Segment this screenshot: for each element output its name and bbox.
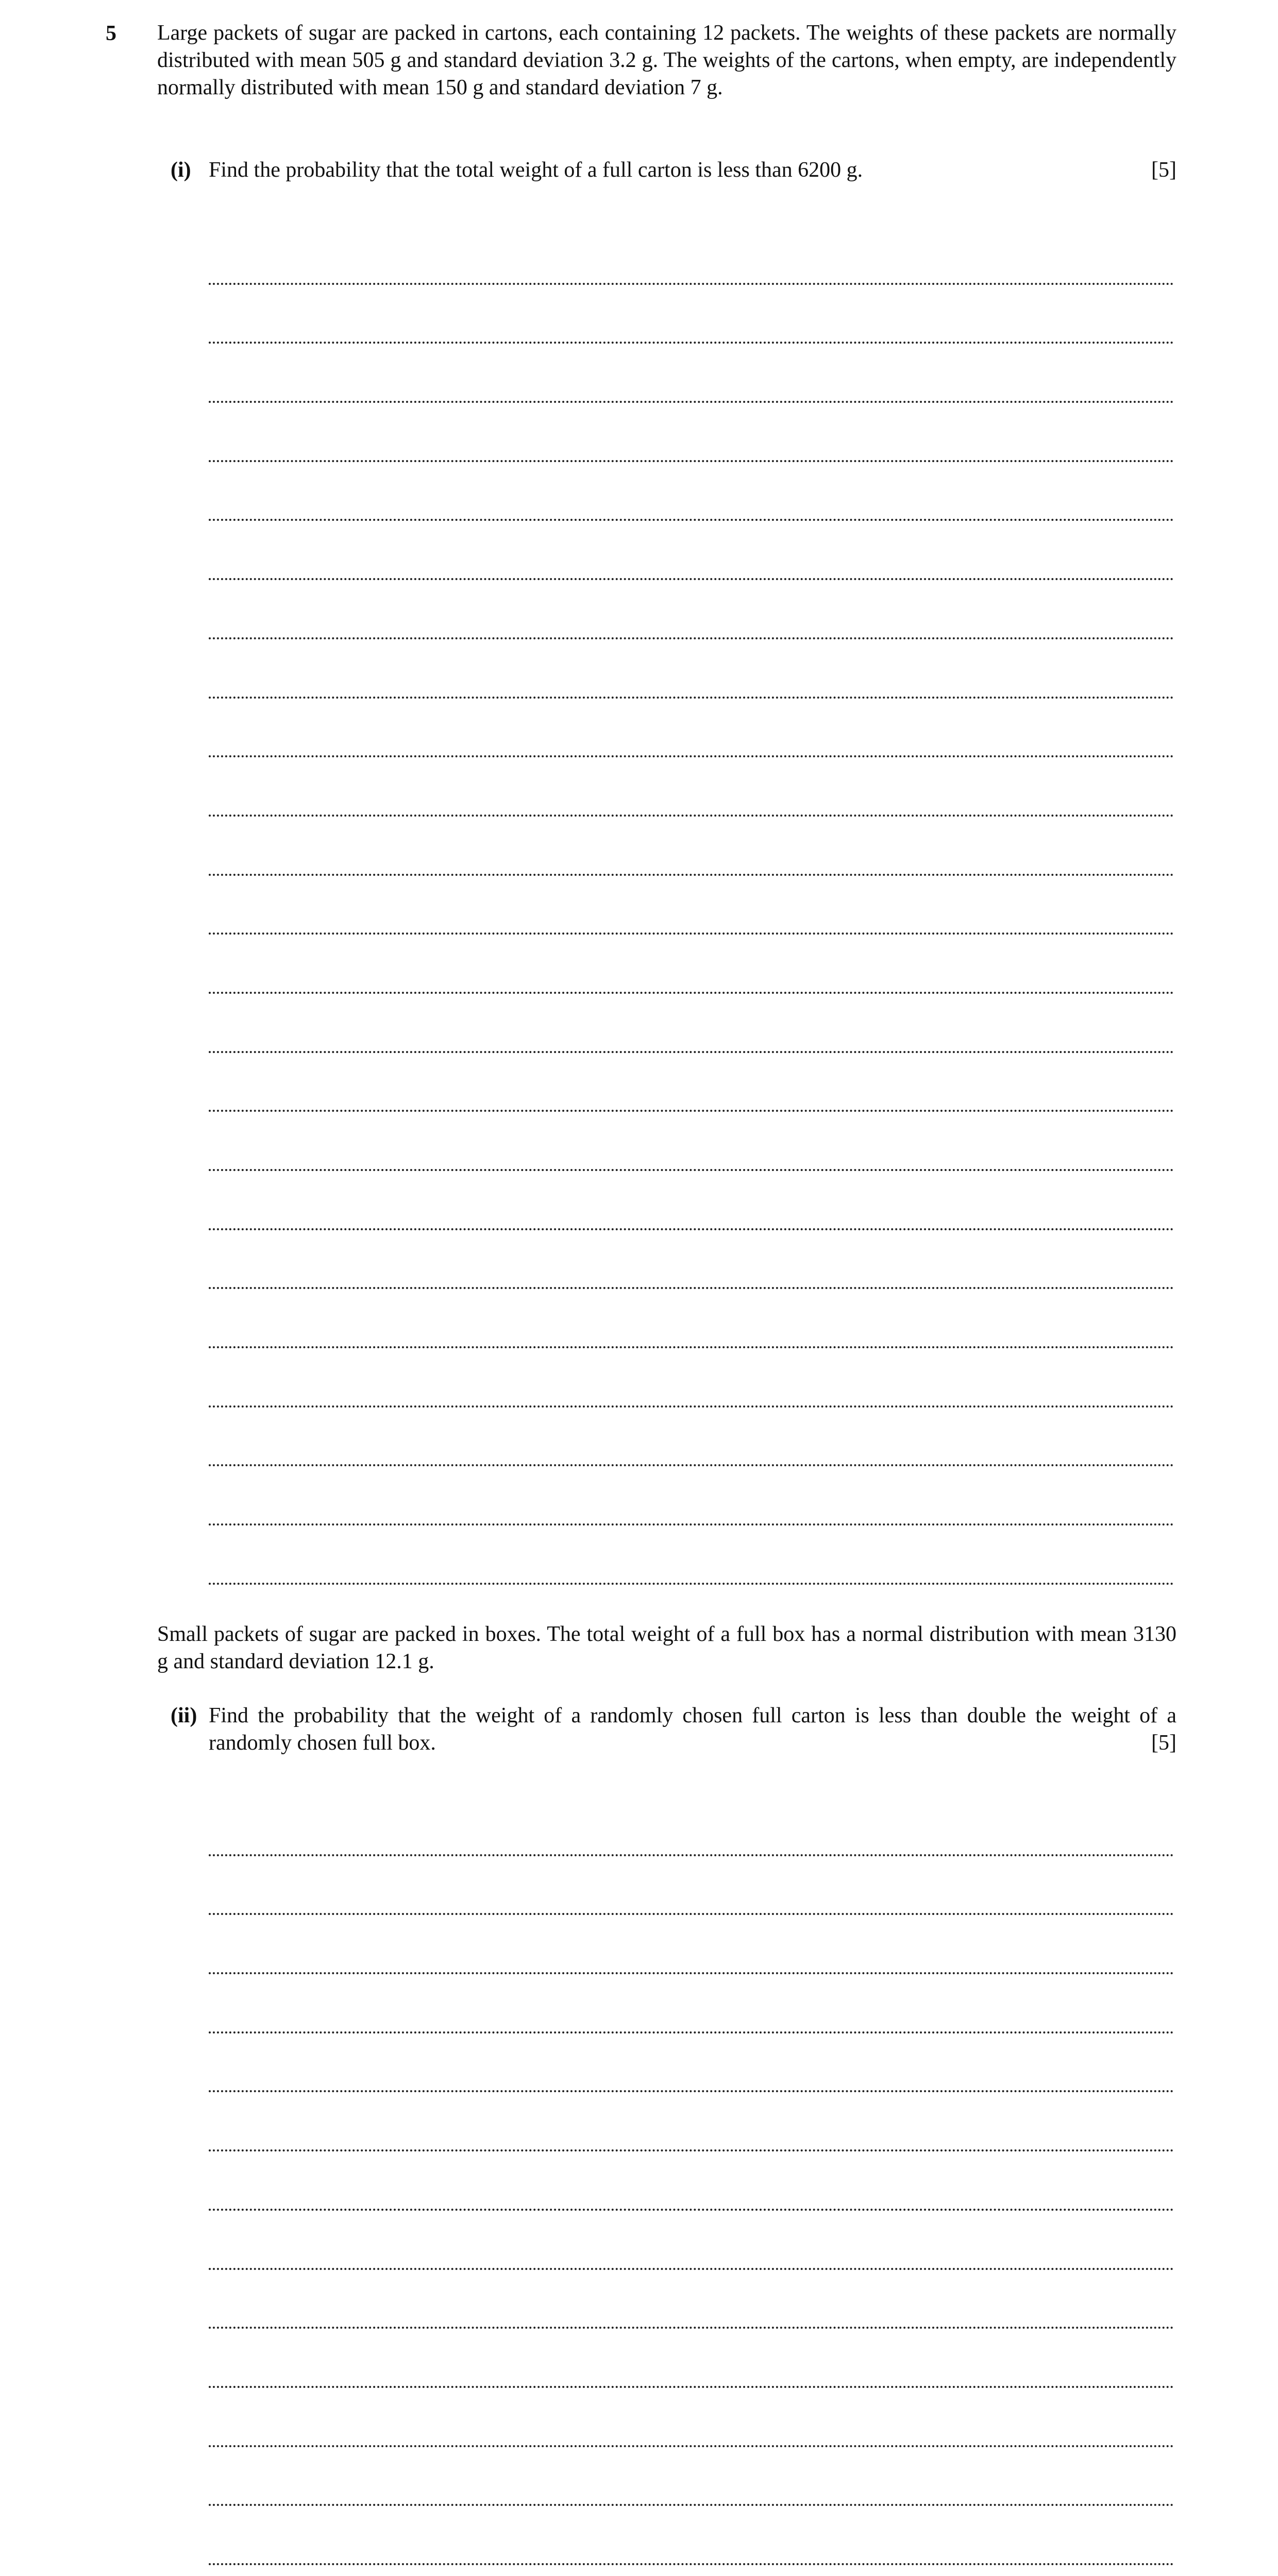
answer-line[interactable]	[209, 2399, 1174, 2459]
answer-line[interactable]	[209, 1360, 1174, 1419]
answer-line[interactable]	[209, 532, 1174, 591]
answer-line[interactable]	[209, 296, 1174, 355]
answer-line[interactable]	[209, 887, 1174, 946]
answer-line[interactable]	[209, 2340, 1174, 2399]
answer-line[interactable]	[209, 2459, 1174, 2518]
answer-line[interactable]	[209, 237, 1174, 296]
part-i-marks: [5]	[1151, 158, 1176, 182]
answer-line[interactable]	[209, 591, 1174, 651]
answer-line[interactable]	[209, 1300, 1174, 1360]
question-number: 5	[106, 22, 116, 45]
answer-area-part-i[interactable]	[209, 237, 1174, 1596]
answer-line[interactable]	[209, 1242, 1174, 1301]
answer-line[interactable]	[209, 1182, 1174, 1242]
answer-line[interactable]	[209, 946, 1174, 1005]
part-i-label: (i)	[171, 158, 191, 182]
part-i-text: Find the probability that the total weight of a full carton is less than 6200 g.	[209, 158, 863, 182]
answer-line[interactable]	[209, 2163, 1174, 2222]
answer-line[interactable]	[209, 2281, 1174, 2341]
answer-line[interactable]	[209, 828, 1174, 887]
part-ii-text: Find the probability that the weight of a randomly chosen full carton is less than double the weight of a randomly chosen full box.	[209, 1704, 1176, 1755]
part-ii-marks: [5]	[1151, 1731, 1176, 1755]
answer-line[interactable]	[209, 2222, 1174, 2281]
answer-line[interactable]	[209, 2045, 1174, 2104]
answer-area-part-ii[interactable]	[209, 1808, 1174, 2576]
answer-line[interactable]	[209, 1064, 1174, 1124]
part-ii-label: (ii)	[171, 1704, 197, 1727]
answer-line[interactable]	[209, 710, 1174, 769]
question-stem-2: Small packets of sugar are packed in boxes. The total weight of a full box has a normal distribution with mean 3130 g and standard deviation 12.1 g.	[157, 1622, 1176, 1673]
answer-line[interactable]	[209, 1123, 1174, 1182]
answer-line[interactable]	[209, 769, 1174, 828]
question-stem: Large packets of sugar are packed in cartons, each containing 12 packets. The weights of these packets are normally distributed with mean 505 g and standard deviation 3.2 g. The weights of the cartons, when empty, are independently normally distributed with mean 150 g and standard deviation 7 g.	[157, 21, 1176, 99]
answer-line[interactable]	[209, 1926, 1174, 1986]
answer-line[interactable]	[209, 1986, 1174, 2045]
answer-line[interactable]	[209, 1808, 1174, 1868]
answer-line[interactable]	[209, 473, 1174, 533]
answer-line[interactable]	[209, 1419, 1174, 1478]
answer-line[interactable]	[209, 1537, 1174, 1596]
answer-line[interactable]	[209, 2517, 1174, 2576]
answer-line[interactable]	[209, 1478, 1174, 1537]
answer-line[interactable]	[209, 1005, 1174, 1064]
answer-line[interactable]	[209, 651, 1174, 710]
answer-line[interactable]	[209, 414, 1174, 473]
answer-line[interactable]	[209, 2104, 1174, 2163]
answer-line[interactable]	[209, 355, 1174, 414]
answer-line[interactable]	[209, 1868, 1174, 1927]
